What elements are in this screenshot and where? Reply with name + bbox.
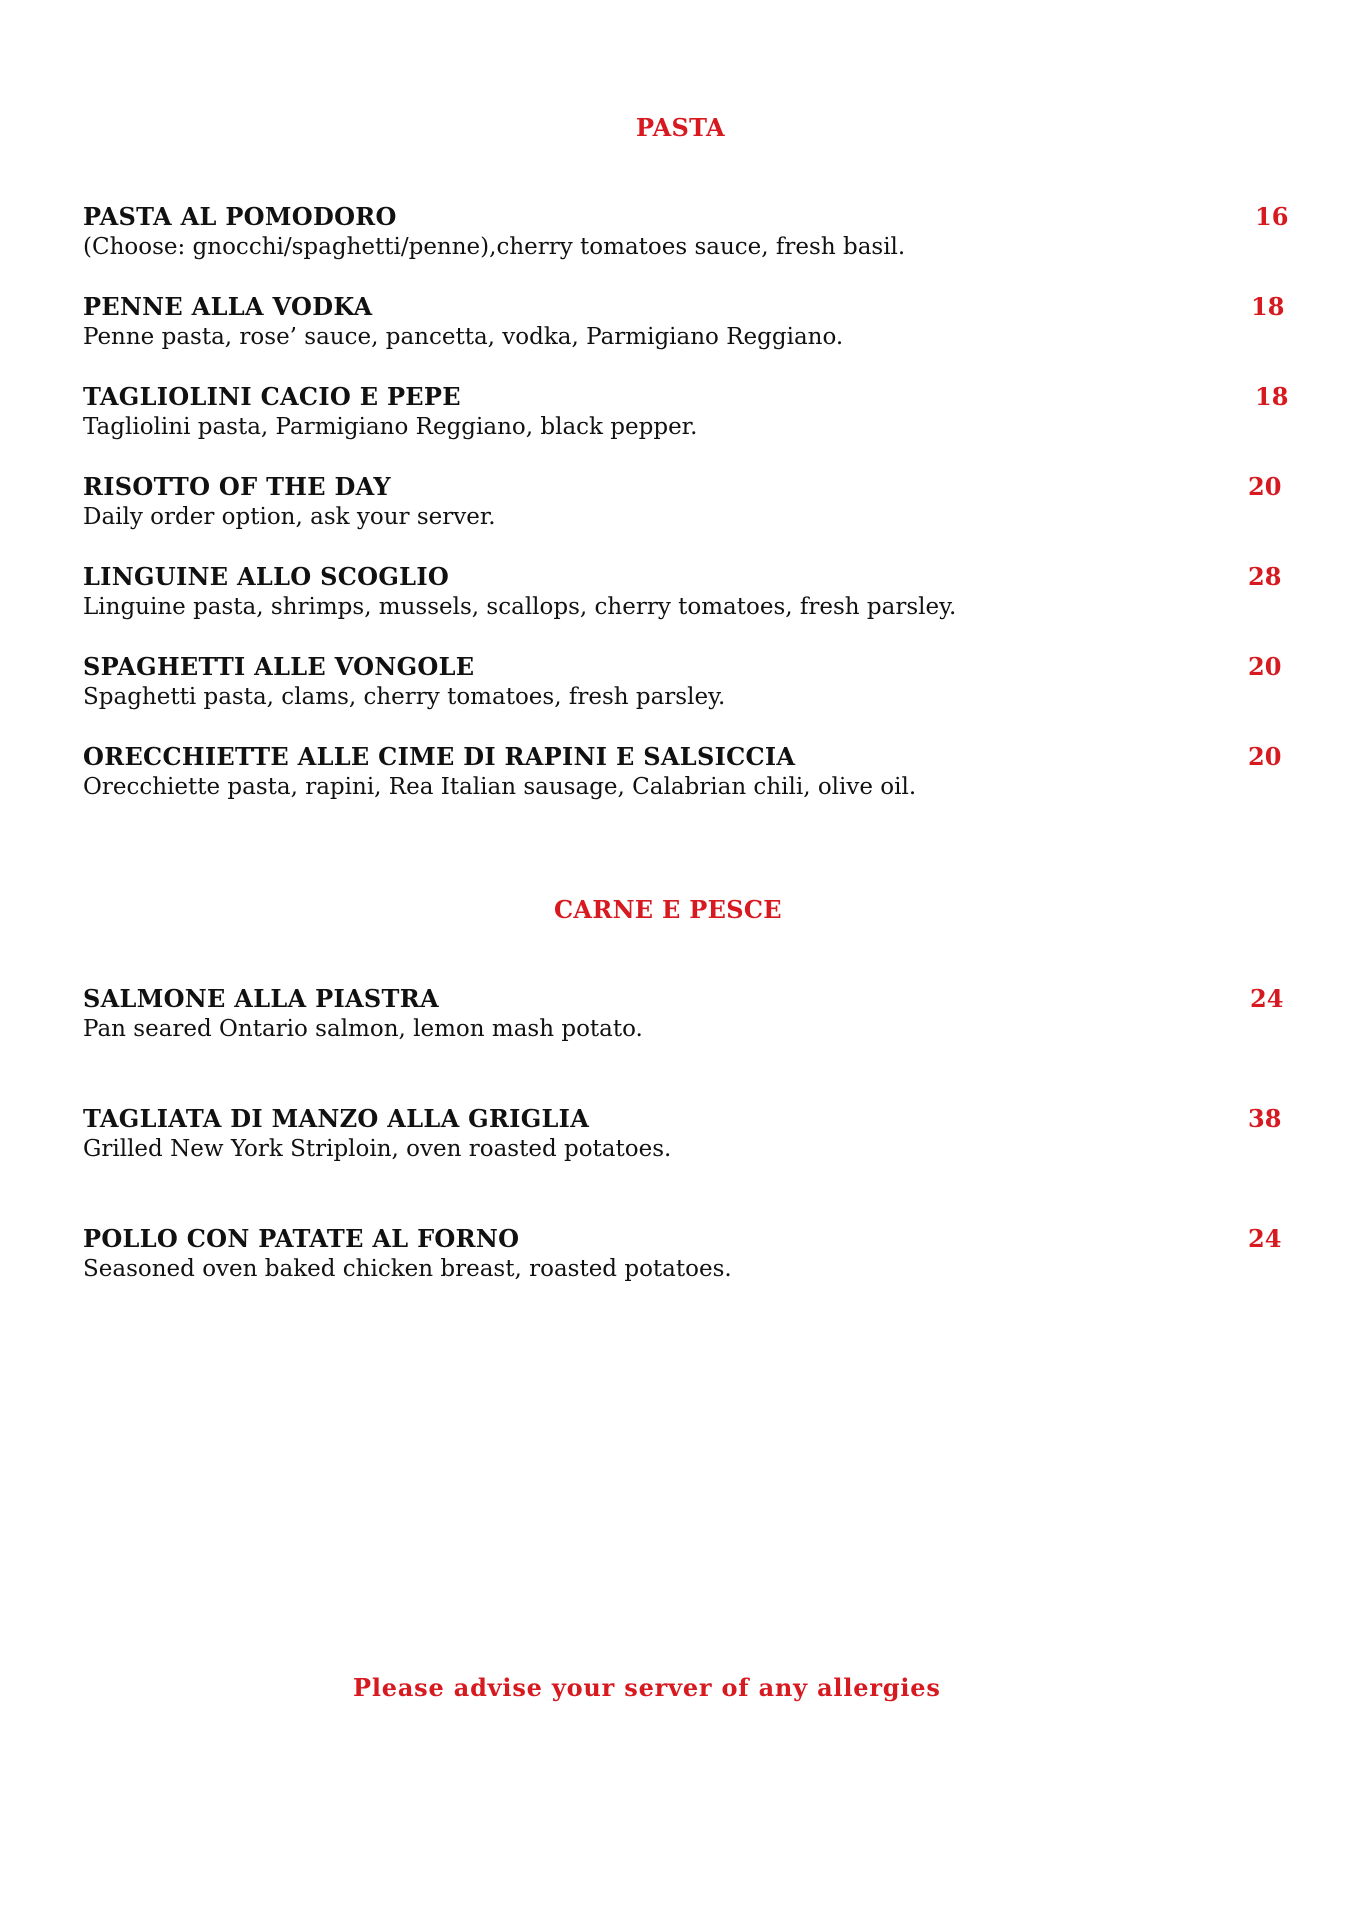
section-heading-carne-e-pesce: CARNE E PESCE xyxy=(554,895,782,924)
menu-item xyxy=(83,1104,1282,1164)
item-description: (Choose: gnocchi/spaghetti/penne),cherry tomatoes sauce, fresh basil. xyxy=(83,234,906,260)
item-price: 18 xyxy=(1251,292,1285,321)
menu-item xyxy=(83,742,1282,802)
item-name: TAGLIOLINI CACIO E PEPE xyxy=(83,382,461,411)
menu-item xyxy=(83,562,1282,622)
item-price: 38 xyxy=(1248,1104,1282,1133)
allergy-notice: Please advise your server of any allergies xyxy=(353,1673,941,1702)
item-description: Seasoned oven baked chicken breast, roasted potatoes. xyxy=(83,1256,732,1282)
menu-item xyxy=(83,652,1282,712)
item-name: LINGUINE ALLO SCOGLIO xyxy=(83,562,450,591)
menu-item xyxy=(83,1224,1282,1284)
item-name: PASTA AL POMODORO xyxy=(83,202,397,231)
item-price: 28 xyxy=(1248,562,1282,591)
item-description: Daily order option, ask your server. xyxy=(83,504,496,530)
item-name: RISOTTO OF THE DAY xyxy=(83,472,391,501)
item-name: SALMONE ALLA PIASTRA xyxy=(83,984,439,1013)
item-name: TAGLIATA DI MANZO ALLA GRIGLIA xyxy=(83,1104,590,1133)
item-description: Linguine pasta, shrimps, mussels, scallops, cherry tomatoes, fresh parsley. xyxy=(83,594,957,620)
item-price: 20 xyxy=(1248,652,1282,681)
item-name: POLLO CON PATATE AL FORNO xyxy=(83,1224,520,1253)
item-description: Orecchiette pasta, rapini, Rea Italian sausage, Calabrian chili, olive oil. xyxy=(83,774,917,800)
section-heading-pasta: PASTA xyxy=(636,113,725,142)
item-name: PENNE ALLA VODKA xyxy=(83,292,373,321)
item-description: Penne pasta, rose’ sauce, pancetta, vodka, Parmigiano Reggiano. xyxy=(83,324,844,350)
item-price: 16 xyxy=(1255,202,1289,231)
menu-item xyxy=(83,202,1289,262)
menu-item xyxy=(83,382,1289,442)
item-name: ORECCHIETTE ALLE CIME DI RAPINI E SALSICCIA xyxy=(83,742,796,771)
menu-item xyxy=(83,472,1282,532)
item-price: 20 xyxy=(1248,472,1282,501)
item-description: Tagliolini pasta, Parmigiano Reggiano, black pepper. xyxy=(83,414,698,440)
item-price: 24 xyxy=(1250,984,1284,1013)
item-description: Grilled New York Striploin, oven roasted potatoes. xyxy=(83,1136,672,1162)
item-price: 24 xyxy=(1248,1224,1282,1253)
menu-item xyxy=(83,292,1285,352)
item-description: Pan seared Ontario salmon, lemon mash potato. xyxy=(83,1016,643,1042)
item-price: 20 xyxy=(1248,742,1282,771)
item-description: Spaghetti pasta, clams, cherry tomatoes, fresh parsley. xyxy=(83,684,726,710)
item-price: 18 xyxy=(1255,382,1289,411)
menu-item xyxy=(83,984,1284,1044)
item-name: SPAGHETTI ALLE VONGOLE xyxy=(83,652,475,681)
